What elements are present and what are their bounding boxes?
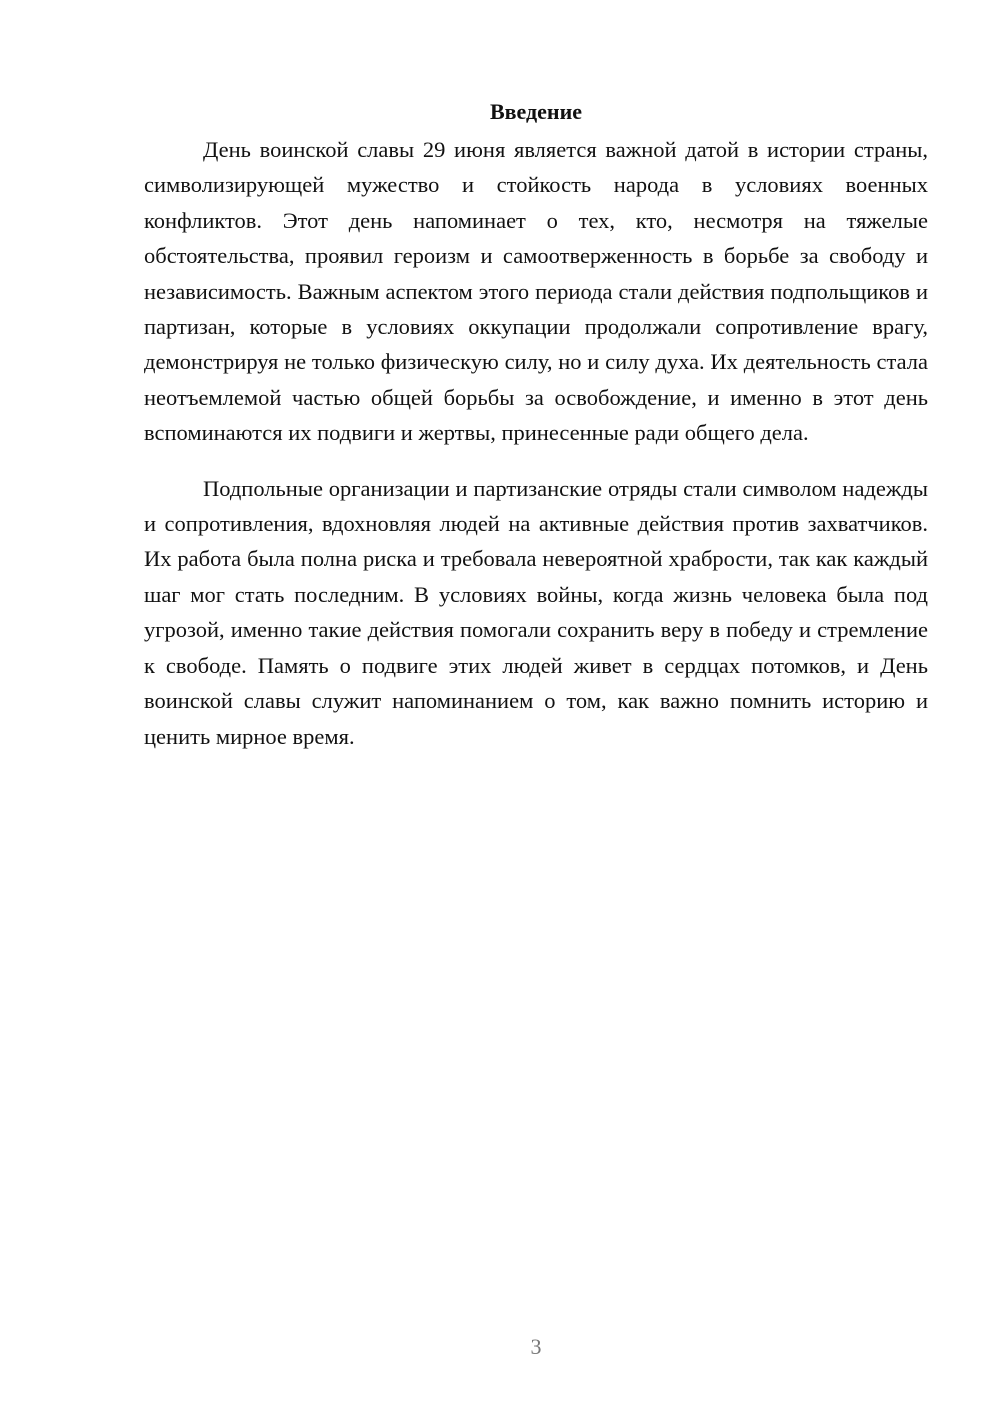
page-content	[144, 92, 928, 754]
section-heading: Введение	[489, 99, 583, 124]
page-number: 3	[530, 1334, 542, 1359]
paragraph-1: День воинской славы 29 июня является важной датой в истории страны, символизирующей мужество и стойкость народа в условиях военных конфликтов. Этот день напоминает о тех, кто, несмотря на тяжелые обстоятельства, проявил героизм и самоотверженность в борьбе за свободу и независимость. Важным аспектом этого периода стали действия подпольщиков и партизан, которые в условиях оккупации продолжали сопротивление врагу, демонстрируя не только физическую силу, но и силу духа. Их деятельность стала неотъемлемой частью общей борьбы за освобождение, и именно в этот день вспоминаются их подвиги и жертвы, принесенные ради общего дела.	[144, 137, 928, 446]
paragraph-2: Подпольные организации и партизанские отряды стали символом надежды и сопротивления, вдохновляя людей на активные действия против захватчиков. Их работа была полна риска и требовала невероятной храбрости, так как каждый шаг мог стать последним. В условиях войны, когда жизнь человека была под угрозой, именно такие действия помогали сохранить веру в победу и стремление к свободе. Память о подвиге этих людей живет в сердцах потомков, и День воинской славы служит напоминанием о том, как важно помнить историю и ценить мирное время.	[144, 475, 928, 749]
